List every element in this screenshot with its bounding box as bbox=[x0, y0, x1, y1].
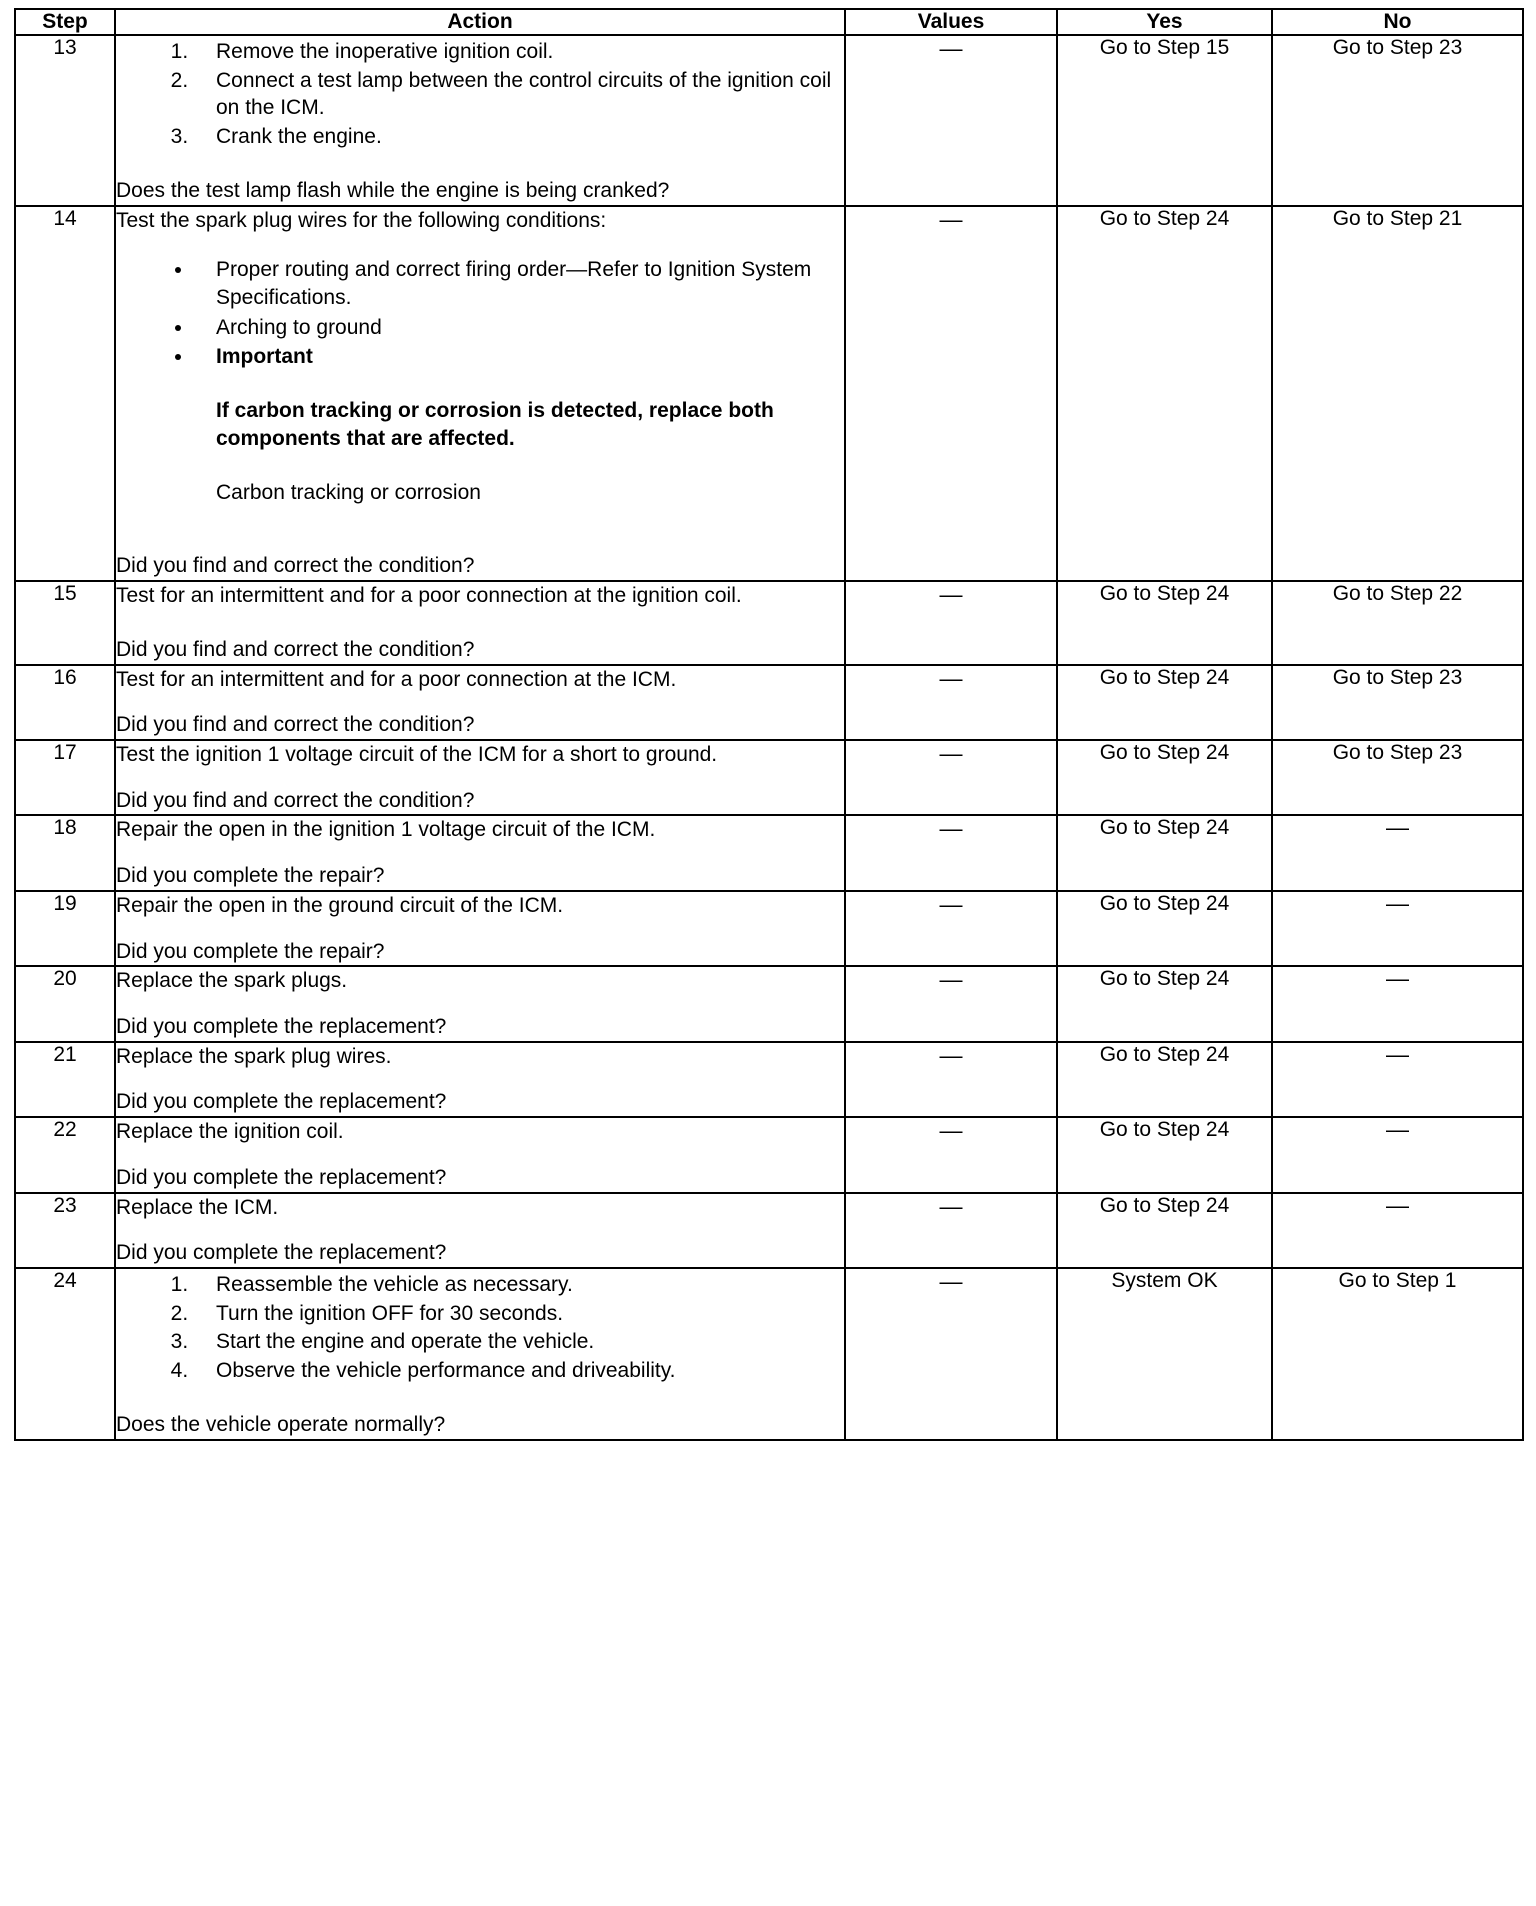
action-numbered-list bbox=[116, 1271, 844, 1385]
column-header-no: No bbox=[1272, 9, 1523, 35]
step-number: 17 bbox=[15, 740, 115, 815]
no-cell: Go to Step 23 bbox=[1272, 35, 1523, 206]
no-cell: — bbox=[1272, 815, 1523, 890]
step-number: 18 bbox=[15, 815, 115, 890]
action-question: Did you find and correct the condition? bbox=[116, 554, 475, 578]
table-row bbox=[15, 35, 1523, 206]
action-question: Did you complete the replacement? bbox=[116, 1014, 447, 1038]
values-cell: — bbox=[845, 1117, 1057, 1192]
values-cell: — bbox=[845, 206, 1057, 581]
list-item: 1. Reassemble the vehicle as necessary. bbox=[194, 1271, 844, 1299]
action-condition-text: Carbon tracking or corrosion bbox=[216, 480, 481, 504]
table-header-row bbox=[15, 9, 1523, 35]
action-lead: Test the spark plug wires for the following conditions: bbox=[116, 208, 607, 232]
action-question: Does the test lamp flash while the engine is being cranked? bbox=[116, 178, 670, 202]
table-row bbox=[15, 1268, 1523, 1440]
step-action bbox=[115, 1042, 845, 1117]
table-row bbox=[15, 966, 1523, 1041]
action-lead: Repair the open in the ignition 1 voltage circuit of the ICM. bbox=[116, 818, 656, 842]
action-question: Did you complete the replacement? bbox=[116, 1090, 447, 1114]
action-question: Did you find and correct the condition? bbox=[116, 788, 475, 812]
table-row bbox=[15, 1042, 1523, 1117]
action-lead: Replace the ICM. bbox=[116, 1195, 279, 1219]
no-cell: — bbox=[1272, 891, 1523, 966]
table-header bbox=[15, 9, 1523, 35]
no-cell: Go to Step 23 bbox=[1272, 665, 1523, 740]
step-number: 24 bbox=[15, 1268, 115, 1440]
values-cell: — bbox=[845, 1193, 1057, 1268]
list-item: 3. Start the engine and operate the vehicle. bbox=[194, 1328, 844, 1356]
step-number: 22 bbox=[15, 1117, 115, 1192]
yes-cell: Go to Step 24 bbox=[1057, 966, 1272, 1041]
yes-cell: Go to Step 24 bbox=[1057, 665, 1272, 740]
table-body bbox=[15, 35, 1523, 1440]
step-action bbox=[115, 35, 845, 206]
values-cell: — bbox=[845, 665, 1057, 740]
step-action bbox=[115, 891, 845, 966]
list-item: 2. Connect a test lamp between the control circuits of the ignition coil on the ICM. bbox=[194, 67, 844, 122]
table-row bbox=[15, 815, 1523, 890]
no-cell: — bbox=[1272, 1117, 1523, 1192]
yes-cell: System OK bbox=[1057, 1268, 1272, 1440]
step-number: 13 bbox=[15, 35, 115, 206]
step-number: 23 bbox=[15, 1193, 115, 1268]
step-action bbox=[115, 740, 845, 815]
list-item: 3. Crank the engine. bbox=[194, 123, 844, 151]
yes-cell: Go to Step 24 bbox=[1057, 1117, 1272, 1192]
action-lead: Replace the ignition coil. bbox=[116, 1120, 344, 1144]
action-question: Did you complete the replacement? bbox=[116, 1241, 447, 1265]
action-bulleted-list bbox=[116, 256, 844, 371]
action-question: Did you find and correct the condition? bbox=[116, 713, 475, 737]
no-cell: Go to Step 22 bbox=[1272, 581, 1523, 664]
step-number: 20 bbox=[15, 966, 115, 1041]
table-row bbox=[15, 581, 1523, 664]
step-action bbox=[115, 815, 845, 890]
column-header-values: Values bbox=[845, 9, 1057, 35]
no-cell: — bbox=[1272, 1042, 1523, 1117]
list-item: • Proper routing and correct firing order—Refer to Ignition System Specifications. bbox=[194, 256, 844, 311]
values-cell: — bbox=[845, 891, 1057, 966]
values-cell: — bbox=[845, 740, 1057, 815]
action-lead: Test for an intermittent and for a poor connection at the ICM. bbox=[116, 667, 677, 691]
step-action bbox=[115, 665, 845, 740]
no-cell: Go to Step 23 bbox=[1272, 740, 1523, 815]
no-cell: Go to Step 1 bbox=[1272, 1268, 1523, 1440]
column-header-action: Action bbox=[115, 9, 845, 35]
yes-cell: Go to Step 24 bbox=[1057, 891, 1272, 966]
table-row bbox=[15, 665, 1523, 740]
values-cell: — bbox=[845, 815, 1057, 890]
action-important-note: If carbon tracking or corrosion is detected, replace both components that are affected. bbox=[216, 399, 774, 450]
step-action bbox=[115, 1117, 845, 1192]
table-row bbox=[15, 740, 1523, 815]
no-cell: — bbox=[1272, 966, 1523, 1041]
yes-cell: Go to Step 24 bbox=[1057, 815, 1272, 890]
action-question: Did you complete the replacement? bbox=[116, 1165, 447, 1189]
list-item: 4. Observe the vehicle performance and driveability. bbox=[194, 1357, 844, 1385]
values-cell: — bbox=[845, 35, 1057, 206]
step-number: 15 bbox=[15, 581, 115, 664]
list-item: 1. Remove the inoperative ignition coil. bbox=[194, 38, 844, 66]
values-cell: — bbox=[845, 966, 1057, 1041]
diagnostic-table bbox=[14, 8, 1524, 1441]
list-item: • Arching to ground bbox=[194, 314, 844, 342]
action-numbered-list bbox=[116, 38, 844, 151]
action-lead: Test the ignition 1 voltage circuit of the ICM for a short to ground. bbox=[116, 742, 718, 766]
yes-cell: Go to Step 24 bbox=[1057, 1193, 1272, 1268]
step-number: 14 bbox=[15, 206, 115, 581]
action-question: Did you complete the repair? bbox=[116, 939, 385, 963]
action-lead: Repair the open in the ground circuit of the ICM. bbox=[116, 893, 564, 917]
yes-cell: Go to Step 24 bbox=[1057, 1042, 1272, 1117]
table-row bbox=[15, 206, 1523, 581]
values-cell: — bbox=[845, 581, 1057, 664]
list-item: • Important bbox=[194, 343, 844, 371]
action-lead: Replace the spark plug wires. bbox=[116, 1044, 392, 1068]
step-number: 21 bbox=[15, 1042, 115, 1117]
column-header-yes: Yes bbox=[1057, 9, 1272, 35]
values-cell: — bbox=[845, 1268, 1057, 1440]
list-item: 2. Turn the ignition OFF for 30 seconds. bbox=[194, 1300, 844, 1328]
step-number: 19 bbox=[15, 891, 115, 966]
action-question: Does the vehicle operate normally? bbox=[116, 1412, 446, 1436]
table-row bbox=[15, 1117, 1523, 1192]
values-cell: — bbox=[845, 1042, 1057, 1117]
table-row bbox=[15, 891, 1523, 966]
table-row bbox=[15, 1193, 1523, 1268]
yes-cell: Go to Step 24 bbox=[1057, 581, 1272, 664]
action-question: Did you find and correct the condition? bbox=[116, 637, 475, 661]
action-lead: Test for an intermittent and for a poor connection at the ignition coil. bbox=[116, 584, 742, 608]
action-question: Did you complete the repair? bbox=[116, 864, 385, 888]
yes-cell: Go to Step 24 bbox=[1057, 740, 1272, 815]
step-action bbox=[115, 206, 845, 581]
no-cell: — bbox=[1272, 1193, 1523, 1268]
step-number: 16 bbox=[15, 665, 115, 740]
no-cell: Go to Step 21 bbox=[1272, 206, 1523, 581]
yes-cell: Go to Step 15 bbox=[1057, 35, 1272, 206]
yes-cell: Go to Step 24 bbox=[1057, 206, 1272, 581]
step-action bbox=[115, 1193, 845, 1268]
action-lead: Replace the spark plugs. bbox=[116, 969, 348, 993]
step-action bbox=[115, 966, 845, 1041]
step-action bbox=[115, 581, 845, 664]
step-action bbox=[115, 1268, 845, 1440]
column-header-step: Step bbox=[15, 9, 115, 35]
